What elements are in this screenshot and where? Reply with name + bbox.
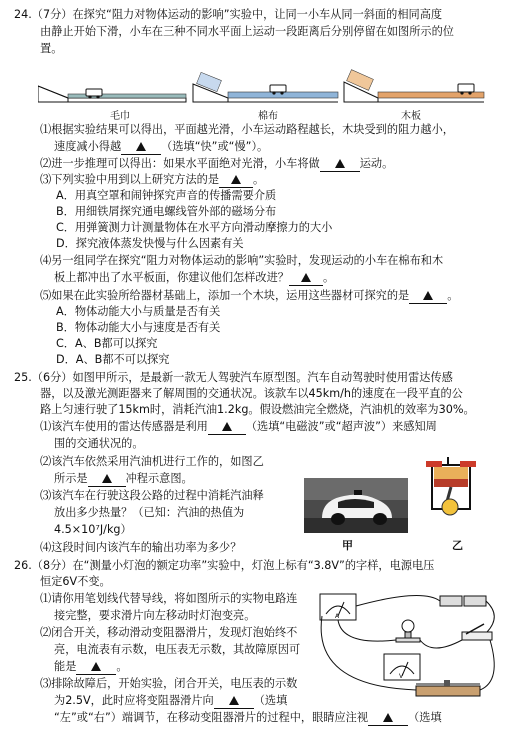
q24-sub1-line1: ⑴根据实验结果可以得出，平面越光滑，小车运动路程越长，木块受到的阻力越小， (40, 123, 454, 136)
engine-stroke-diagram (416, 455, 486, 517)
answer-blank-triangle (229, 696, 239, 705)
q24-stem-line3: 置。 (40, 42, 63, 55)
q24-sub5-option-b: B．物体动能大小与速度是否有关 (56, 321, 221, 334)
svg-text:V: V (399, 673, 404, 680)
towel-surface-setup (38, 86, 186, 102)
answer-blank-triangle (335, 159, 345, 168)
cotton-surface-setup (193, 72, 338, 102)
q24-sub5: ⑸如果在此实验所给器材基础上，添加一个木块，运用这些器材可探究的是 。 (40, 289, 459, 302)
q24-sub2: ⑵进一步推理可以得出：如果水平面绝对光滑，小车将做 运动。 (40, 157, 394, 170)
q26-stem-line2: 恒定6V不变。 (40, 575, 111, 588)
q25-sub4: ⑷这段时间内该汽车的输出功率为多少？ (40, 541, 242, 554)
q26-sub1-line2: 接完整，要求滑片向左移动时灯泡变亮。 (54, 609, 256, 622)
q24-sub5-option-d: D．A、B都不可以探究 (56, 353, 170, 366)
q24-option-d: D．探究液体蒸发快慢与什么因素有关 (56, 237, 244, 250)
q24-sub4-line1: ⑷另一组同学在探究“阻力对物体运动的影响”实验时，发现运动的小车在棉布和木 (40, 254, 444, 267)
figure-yi-label: 乙 (452, 539, 463, 552)
q24-option-b: B．用细铁屑探究通电螺线管外部的磁场分布 (56, 205, 277, 218)
q25-stem-line2: 器，以及激光测距器来了解周围的交通状况。该款车以45km/h的速度在一段平直的公 (40, 387, 463, 400)
q24-sub5-option-a: A．物体动能大小与质量是否有关 (56, 305, 221, 318)
q26-sub3-line2: 为2.5V，此时应将变阻器滑片向 （选填 (54, 694, 288, 707)
q26-sub2-line3: 能是 。 (54, 660, 128, 673)
q25-sub1-line2: 围的交通状况的。 (54, 437, 144, 450)
q26-sub1-line1: ⑴请你用笔划线代替导线，将如图所示的实物电路连 (40, 592, 298, 605)
voltmeter-icon (384, 654, 420, 680)
answer-blank-triangle (423, 291, 433, 300)
wood-label: 木板 (401, 111, 421, 122)
q24-sub3: ⑶下列实验中用到以上研究方法的是 。 (40, 173, 265, 186)
q24-sub5-option-c: C．A、B都可以探究 (56, 337, 158, 350)
wood-surface-setup (344, 70, 484, 102)
q24-stem-line1: 24.（7分）在探究“阻力对物体运动的影响”实验中，让同一小车从同一斜面的相同高度 (14, 8, 443, 21)
q24-stem-line2: 由静止开始下滑，小车在三种不同水平面上运动一段距离后分别停留在如图所示的位 (40, 25, 454, 38)
q25-sub1-line1: ⑴该汽车使用的雷达传感器是利用 （选填“电磁波”或“超声波”）来感知周 (40, 420, 437, 433)
q25-stem-line3: 路上匀速行驶了15km时，消耗汽油1.2kg。假设燃油完全燃烧，汽油机的效率为30%。 (40, 403, 475, 416)
q25-sub2-line1: ⑵该汽车依然采用汽油机进行工作的，如图乙 (40, 455, 264, 468)
q25-sub3-line2: 放出多少热量？（已知：汽油的热值为 (54, 506, 245, 519)
answer-blank-triangle (301, 273, 311, 282)
q26-sub2-line1: ⑵闭合开关，移动滑动变阻器滑片，发现灯泡始终不 (40, 626, 298, 639)
svg-text:A: A (335, 613, 340, 620)
ammeter-icon (320, 594, 356, 620)
circuit-diagram (312, 586, 506, 704)
cotton-label: 棉布 (258, 111, 278, 122)
q26-sub3-line1: ⑶排除故障后，开始实验，闭合开关，电压表的示数 (40, 677, 298, 690)
answer-blank-triangle (222, 422, 232, 431)
incline-experiment-figure (38, 62, 488, 108)
answer-blank-triangle (383, 713, 393, 722)
q24-option-c: C．用弹簧测力计测量物体在水平方向滑动摩擦力的大小 (56, 221, 333, 234)
answer-blank-triangle (231, 175, 241, 184)
q26-sub3-line3: “左”或“右”）端调节，在移动变阻器滑片的过程中，眼睛应注视 （选填 (54, 711, 442, 724)
figure-jia-label: 甲 (342, 539, 353, 552)
towel-label: 毛巾 (110, 111, 130, 122)
q25-sub2-line2: 所示是 冲程示意图。 (54, 472, 193, 485)
q24-option-a: A．用真空罩和闹钟探究声音的传播需要介质 (56, 189, 277, 202)
answer-blank-triangle (136, 142, 146, 151)
q26-sub2-line2: 亮，电流表有示数，电压表无示数，其故障原因可 (54, 643, 301, 656)
q24-sub4-line2: 板上都冲出了水平板面，你建议他们怎样改进？ 。 (54, 271, 335, 284)
q25-sub3-line1: ⑶该汽车在行驶这段公路的过程中消耗汽油释 (40, 489, 264, 502)
q26-stem-line1: 26.（8分）在“测量小灯泡的额定功率”实验中，灯泡上标有“3.8V”的字样，电源电压 (14, 559, 435, 572)
q25-stem-line1: 25.（6分）如图甲所示，是最新一款无人驾驶汽车原型图。汽车自动驾驶时使用雷达传感 (14, 371, 453, 384)
q25-sub3-line3: 4.5×10⁷J/kg） (54, 523, 132, 536)
self-driving-car-photo (304, 478, 408, 533)
answer-blank-triangle (91, 662, 101, 671)
q24-sub1-line2: 速度减小得越 （选填“快”或“慢”）。 (54, 140, 269, 153)
answer-blank-triangle (102, 474, 112, 483)
